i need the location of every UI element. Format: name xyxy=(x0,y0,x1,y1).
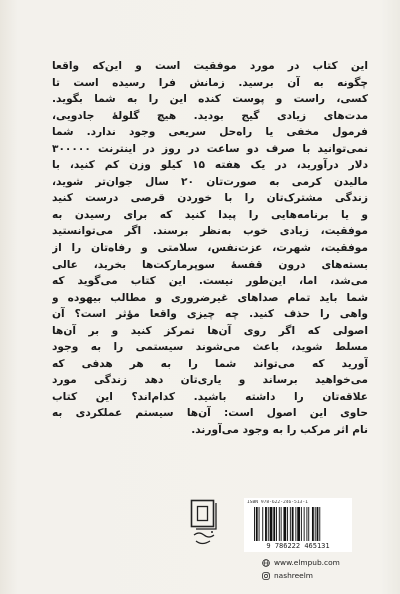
blurb-line: واهی را حذف کنید. چه چیزی واقعا مؤثر است؟ آن xyxy=(52,308,368,321)
blurb-line: این کتاب در مورد موفقیت است و این‌که واقعا xyxy=(52,60,368,72)
website-row[interactable] xyxy=(262,556,362,569)
blurb-line: حاوی این اصول است: آن‌ها سیستم عملکردی به xyxy=(52,407,368,420)
blurb-line: می‌خواهید برساند و یاری‌تان دهد زندگی مورد xyxy=(52,374,368,387)
blurb-line: علاقه‌تان را داشته باشید. کدام‌اند؟ این کتاب xyxy=(52,390,368,403)
blurb-line: نام اثر مرکب را به وجود می‌آورند. xyxy=(191,424,368,437)
blurb-line: موفقیت، زیادی خوب به‌نظر برسند. اگر می‌توانستید xyxy=(52,225,368,238)
barcode-number: 9 786222 465131 xyxy=(266,542,330,550)
instagram-link[interactable]: nashreelm xyxy=(274,571,313,580)
web-icon xyxy=(262,559,270,567)
blurb-line: می‌شد، اما، این‌طور نیست. این کتاب می‌گوید که xyxy=(52,275,368,288)
blurb-line: مالیدن کرمی به صورت‌تان ۲۰ سال جوان‌تر شوید، xyxy=(52,175,368,188)
isbn-label: ISBN 978-622-246-513-1 xyxy=(247,500,308,505)
website-link[interactable]: www.elmpub.com xyxy=(274,558,340,567)
instagram-icon xyxy=(262,572,270,580)
blurb-line: نمی‌توانید با صرف دو ساعت در روز در اینترنت ۳۰۰۰۰۰ xyxy=(52,142,368,155)
blurb-line: بسته‌های درون قفسهٔ سوپرمارکت‌ها بخرید، عالی xyxy=(52,258,368,271)
blurb-text xyxy=(52,58,368,439)
blurb-line: مسلط شوید، باعث می‌شوند سیستمی را به وجود xyxy=(52,341,368,354)
instagram-row[interactable] xyxy=(262,569,362,582)
blurb-line: آورید که می‌تواند شما را به هر هدفی که xyxy=(52,357,368,370)
blurb-line: و یا برنامه‌هایی را پیدا کنید که برای رسیدن به xyxy=(52,208,368,221)
blurb-line: شما باید تمام صداهای غیرضروری و مطالب بیهوده و xyxy=(52,291,368,304)
barcode-icon xyxy=(254,507,346,541)
blurb-line: کسی، راست و پوست کنده این را به شما بگوید. xyxy=(52,93,368,106)
blurb-line: دلار درآورید، در یک هفته ۱۵ کیلو وزن کم کنید، با xyxy=(52,159,368,172)
contact-info xyxy=(262,556,362,582)
blurb-line: اصولی که اگر روی آن‌ها تمرکز کنید و بر آن‌ها xyxy=(52,324,368,337)
blurb-line: زندگی مشترک‌تان را با خوردن قرصی درست کنید xyxy=(52,192,368,205)
blurb-line: موفقیت، شهرت، عزت‌نفس، سلامتی و رفاه‌تان را از xyxy=(52,242,368,255)
blurb-line: مدت‌های زیادی گیج بودید. هیچ گلولهٔ جادویی، xyxy=(52,109,368,122)
blurb-line: فرمول مخفی یا راه‌حل سریعی وجود ندارد. شما xyxy=(52,126,368,139)
publisher-logo-icon xyxy=(190,499,222,549)
blurb-line: چگونه به آن برسید. زمانش فرا رسیده است تا xyxy=(52,76,368,89)
